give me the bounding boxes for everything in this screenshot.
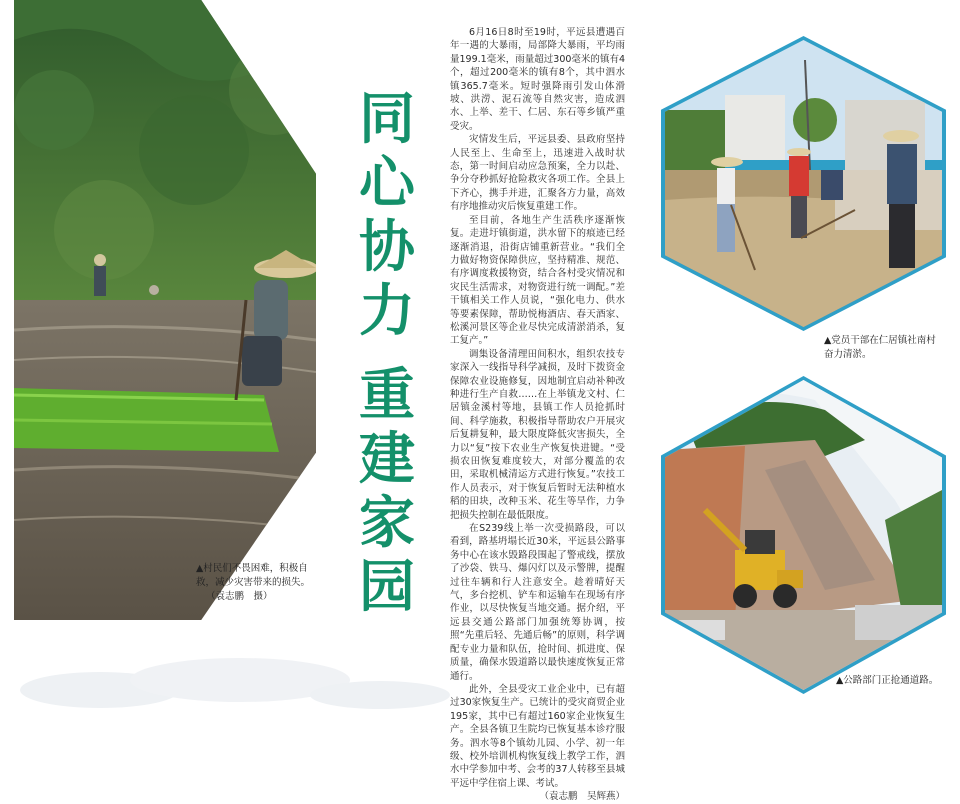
headline-char: 力 [359, 279, 415, 344]
article-paragraph: 6月16日8时至19时，平远县遭遇百年一遇的大暴雨，局部降大暴雨，平均雨量199.1毫米，雨量超过300毫米的镇有4个，超过200毫米的镇有8个，其中泗水镇365.7毫米。短时强降雨引发山体滑坡、洪涝、泥石流等自然灾害，造成泗水、上举、差干、仁居、东石等乡镇严重受灾。 [450, 27, 625, 132]
article-paragraph: 灾情发生后，平远县委、县政府坚持人民至上、生命至上，迅速进入战时状态，第一时间启动应急预案，全力以赴、争分夺秒抓好抢险救灾各项工作。全县上下齐心，携手并进，汇聚各方力量，高效有序地推动灾后恢复重建工作。 [450, 134, 625, 213]
article-paragraph: 在S239线上举一次受损路段，可以看到，路基坍塌长近30米，平远县公路事务中心在该水毁路段围起了警戒线，摆放了沙袋、铁马、爆闪灯以及示警牌，提醒过往车辆和行人注意安全。趁着晴好天气，多台挖机、铲车和运输车在现场有序作业，以尽快恢复当地交通。据介绍，平远县交通公路部门加强统筹协调，按照“先重后轻、先通后畅”的原则，科学调配专业力量和队伍，抢时间、抓进度、保质量，确保水毁道路以最快速度恢复正常通行。 [450, 523, 625, 682]
headline-char: 同 [359, 87, 415, 152]
headline-char: 协 [359, 215, 415, 280]
article-paragraph: 至目前，各地生产生活秩序逐渐恢复。走进圩镇街道，洪水留下的痕迹已经逐渐消退，沿街店铺重新营业。“我们全力做好物资保障供应，坚持精准、规范、有序调度救援物资，结合各村受灾情况和灾民生活需求，对物资进行统一调配。”差干镇相关工作人员说，“强化电力、供水等要素保障，帮助悦梅酒店、春天酒家、松溪河景区等企业尽快完成清淤消杀，复工复产。” [450, 214, 625, 347]
cleanup-photo [661, 36, 946, 331]
bottom-right-photo-caption: ▲公路部门正抢通道路。 [836, 675, 939, 686]
article-byline: （袁志鹏 吴辉燕） [539, 791, 625, 803]
farmer-field-photo [14, 0, 316, 620]
top-right-photo-caption: ▲党员干部在仁居镇社南村奋力清淤。 [824, 335, 936, 360]
headline-char: 家 [359, 491, 415, 556]
caption-text: ▲村民们不畏困难，积极自救，减少灾害带来的损失。 [196, 563, 311, 588]
cloud-decoration [20, 640, 440, 719]
left-photo-caption [196, 562, 326, 604]
headline-char: 重 [359, 363, 415, 428]
headline [352, 88, 422, 620]
article-paragraph: 此外，全县受灾工业企业中，已有超过30家恢复生产。已统计的受灾商贸企业195家，其中已有超过160家企业恢复生产。全县各镇卫生院均已恢复基本诊疗服务。泗水等8个镇幼儿园、小学、初一年级、校外培训机构恢复线上教学工作，泗水中学参加中考、会考的37人转移至县城平远中学住宿上课、考试。 [450, 683, 625, 789]
headline-char: 心 [359, 151, 415, 216]
photo-credit: （袁志鹏 摄） [206, 591, 273, 602]
headline-char: 建 [359, 427, 415, 492]
article-body [450, 26, 625, 803]
road-repair-photo [661, 376, 946, 694]
headline-char: 园 [359, 555, 415, 620]
article-paragraph: 调集设备清理田间积水，组织农技专家深入一线指导科学减损，及时下拨资金保障农业设施修复，因地制宜启动补种改种进行生产自救……在上举镇龙文村、仁居镇金溪村等地，县镇工作人员抢抓时间、科学施救，积极指导帮助农户开展灾后复耕复种，最大限度降低灾害损失，全力以“复”按下农业生产恢复快进键。“受损农田恢复难度较大，对部分覆盖的农田，采取机械清运方式进行恢复。”农技工作人员表示，对于恢复后暂时无法种植水稻的田块，改种玉米、花生等旱作，力争把损失控制在最低限度。 [450, 348, 625, 521]
